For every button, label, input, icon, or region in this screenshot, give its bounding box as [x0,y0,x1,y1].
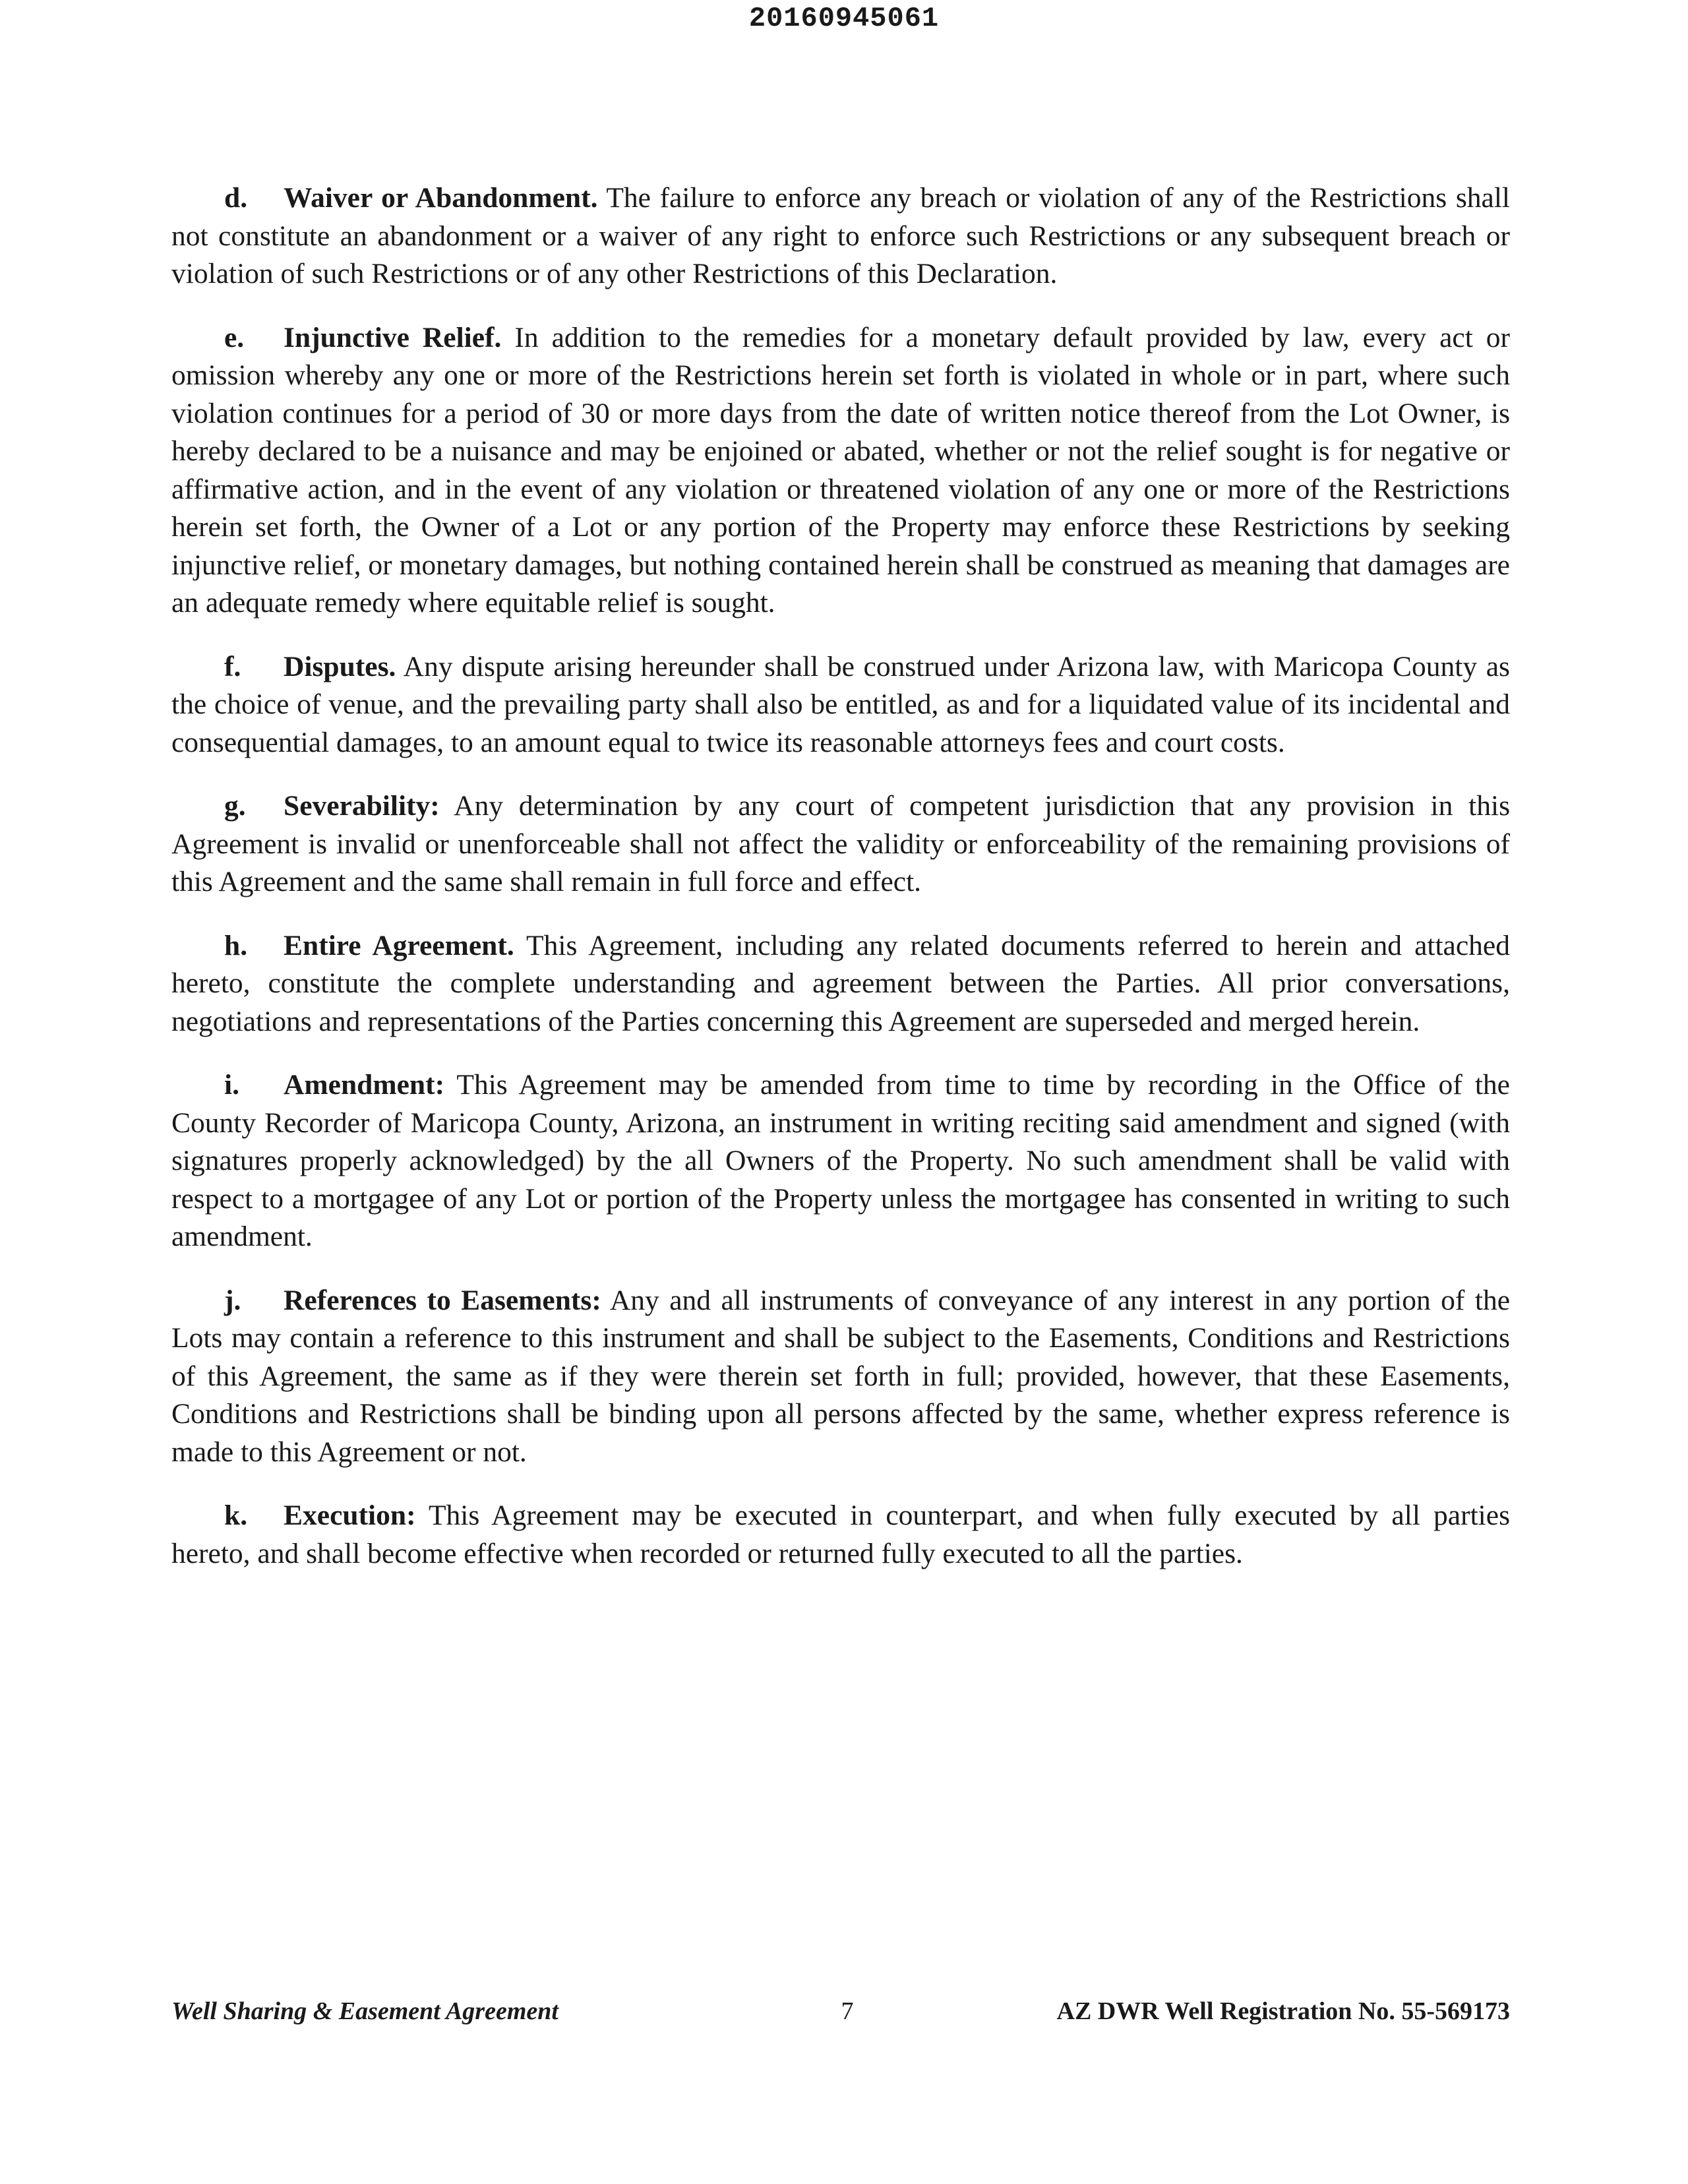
section-k [171,1497,1510,1573]
page-number: 7 [841,1997,854,2025]
section-d [171,179,1510,293]
section-e [171,319,1510,622]
section-heading: Amendment: [284,1069,445,1101]
section-text: Any and all instruments of conveyance of any interest in any portion of the Lots may contain a reference to this instrument and shall be subject to the Easements, Conditions and Restrictions of this Agreement, the same as if they were therein set forth in full; provided, however, that these Easements, Conditions and Restrictions shall be binding upon all persons affected by the same, whether express reference is made to this Agreement or not. [171,1284,1510,1468]
section-g [171,787,1510,901]
section-heading: Disputes. [284,650,396,682]
section-letter: g. [224,790,246,822]
section-text: Any dispute arising hereunder shall be construed under Arizona law, with Maricopa County as the choice of venue, and the prevailing party shall also be entitled, as and for a liquidated value of its incidental and consequential damages, to an amount equal to twice its reasonable attorneys fees and court costs. [171,650,1510,758]
section-text: In addition to the remedies for a monetary default provided by law, every act or omission whereby any one or more of the Restrictions herein set forth is violated in whole or in part, where such violation continues for a period of 30 or more days from the date of written notice thereof from the Lot Owner, is hereby declared to be a nuisance and may be enjoined or abated, whether or not the relief sought is for negative or affirmative action, and in the event of any violation or threatened violation of any one or more of the Restrictions herein set forth, the Owner of a Lot or any portion of the Property may enforce these Restrictions by seeking injunctive relief, or monetary damages, but nothing contained herein shall be construed as meaning that damages are an adequate remedy where equitable relief is sought. [171,321,1510,619]
section-text: This Agreement, including any related documents referred to herein and attached hereto, constitute the complete understanding and agreement between the Parties. All prior conversations, negotiations and representations of the Parties concerning this Agreement are superseded and merged herein. [171,929,1510,1037]
section-j [171,1282,1510,1472]
page-footer [171,1997,1510,2036]
section-h [171,927,1510,1041]
section-letter: i. [224,1069,239,1101]
section-text: Any determination by any court of competent jurisdiction that any provision in this Agreement is invalid or unenforceable shall not affect the validity or enforceability of the remaining provisions of this Agreement and the same shall remain in full force and effect. [171,790,1510,897]
document-number: 20160945061 [748,3,940,34]
section-heading: Entire Agreement. [284,929,514,961]
section-letter: h. [224,929,248,961]
section-letter: f. [224,650,241,682]
footer-registration: AZ DWR Well Registration No. 55-569173 [1056,1997,1510,2025]
section-text: This Agreement may be amended from time to time by recording in the Office of the County Recorder of Maricopa County, Arizona, an instrument in writing reciting said amendment and signed (with signatures properly acknowledged) by the all Owners of the Property. No such amendment shall be valid with respect to a mortgagee of any Lot or portion of the Property unless the mortgagee has consented in writing to such amendment. [171,1069,1510,1252]
section-heading: References to Easements: [284,1284,601,1316]
section-letter: d. [224,182,248,214]
footer-title: Well Sharing & Easement Agreement [171,1997,558,2025]
section-heading: Execution: [284,1500,416,1531]
section-text: The failure to enforce any breach or violation of any of the Restrictions shall not constitute an abandonment or a waiver of any right to enforce such Restrictions or any subsequent breach or violation of such Restrictions or of any other Restrictions of this Declaration. [171,182,1510,289]
section-heading: Injunctive Relief. [284,321,502,353]
section-text: This Agreement may be executed in counterpart, and when fully executed by all parties hereto, and shall become effective when recorded or returned fully executed to all the parties. [171,1500,1511,1569]
section-i [171,1066,1510,1256]
document-body [171,179,1510,1598]
section-heading: Severability: [284,790,440,822]
section-f [171,648,1510,762]
section-heading: Waiver or Abandonment. [284,182,598,214]
section-letter: j. [224,1284,241,1316]
section-letter: k. [224,1500,248,1531]
section-letter: e. [224,321,245,353]
